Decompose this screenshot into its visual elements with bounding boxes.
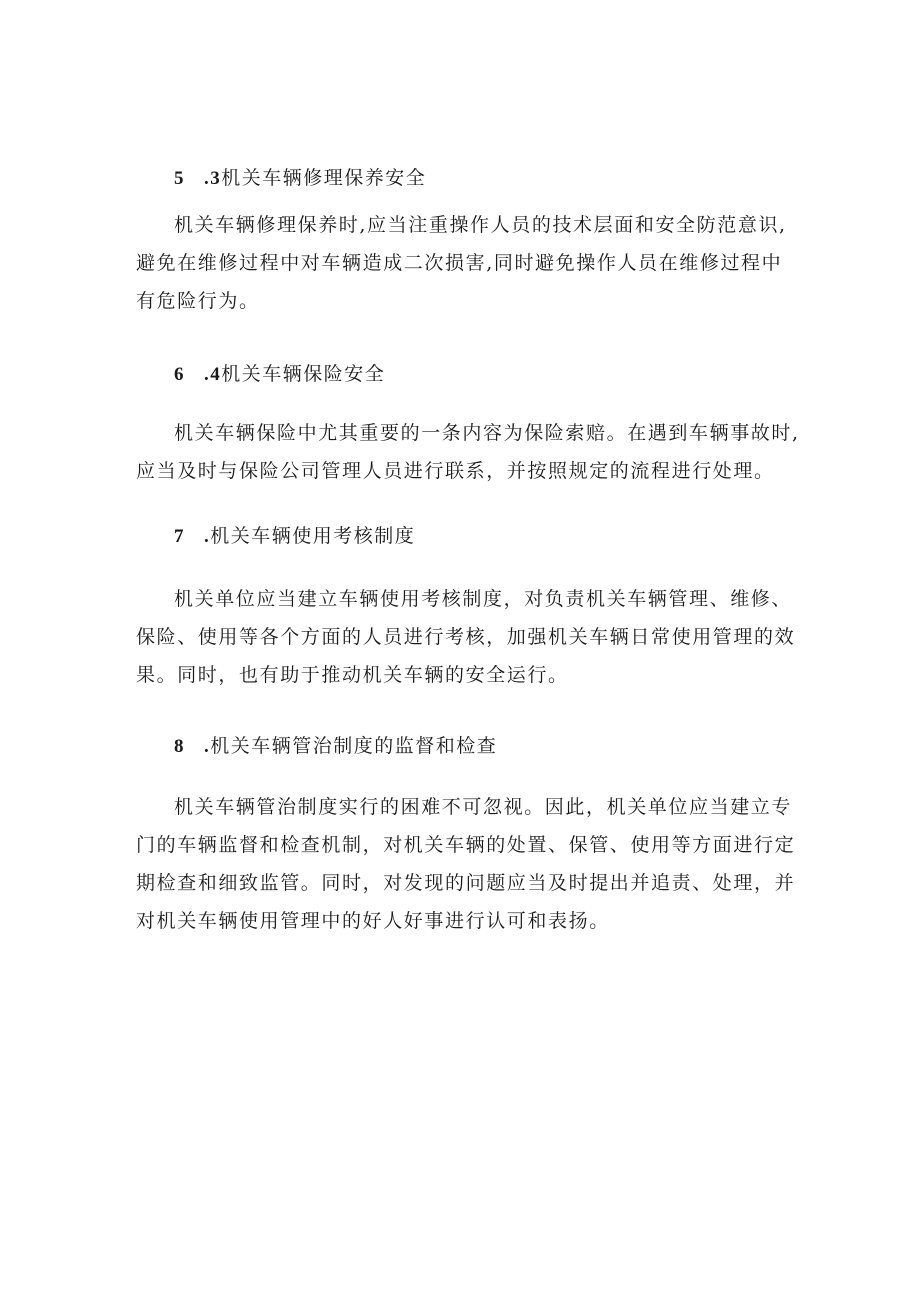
paragraph-line: 对机关车辆使用管理中的好人好事进行认可和表扬。 bbox=[136, 910, 610, 932]
paragraph-line: 机关车辆修理保养时,应当注重操作人员的技术层面和安全防范意识, bbox=[174, 214, 787, 236]
section-subnumber: .3 bbox=[204, 168, 222, 189]
paragraph-line: 机关单位应当建立车辆使用考核制度，对负责机关车辆管理、维修、 bbox=[174, 588, 793, 610]
section-heading-7 bbox=[174, 524, 415, 549]
paragraph-line: 门的车辆监督和检查机制，对机关车辆的处置、保管、使用等方面进行定 bbox=[136, 834, 796, 856]
paragraph-line: 保险、使用等各个方面的人员进行考核，加强机关车辆日常使用管理的效 bbox=[136, 626, 796, 648]
paragraph-line: 期检查和细致监管。同时，对发现的问题应当及时提出并追责、处理，并 bbox=[136, 872, 796, 894]
section-title: 机关车辆保险安全 bbox=[221, 363, 386, 385]
section-title: 机关车辆使用考核制度 bbox=[210, 525, 416, 547]
section-subnumber: .4 bbox=[204, 364, 222, 385]
section-heading-5-3 bbox=[174, 166, 426, 191]
paragraph-line: 机关车辆保险中尤其重要的一条内容为保险索赔。在遇到车辆事故时, bbox=[174, 422, 800, 444]
section-paragraph-6-4 bbox=[136, 414, 800, 490]
section-number: 8 bbox=[174, 736, 185, 757]
section-paragraph-7 bbox=[136, 580, 796, 694]
paragraph-line: 避免在维修过程中对车辆造成二次损害,同时避免操作人员在维修过程中 bbox=[136, 252, 783, 274]
section-title: 机关车辆管治制度的监督和检查 bbox=[210, 735, 498, 757]
section-number: 6 bbox=[174, 364, 185, 385]
section-title: 机关车辆修理保养安全 bbox=[221, 167, 427, 189]
paragraph-line: 果。同时，也有助于推动机关车辆的安全运行。 bbox=[136, 664, 569, 686]
paragraph-line: 机关车辆管治制度实行的困难不可忽视。因此，机关单位应当建立专 bbox=[174, 796, 793, 818]
section-heading-8 bbox=[174, 734, 497, 759]
section-paragraph-5-3 bbox=[136, 206, 787, 320]
section-heading-6-4 bbox=[174, 362, 385, 387]
paragraph-line: 有危险行为。 bbox=[136, 290, 260, 312]
section-paragraph-8 bbox=[136, 788, 796, 940]
section-number: 5 bbox=[174, 168, 185, 189]
paragraph-line: 应当及时与保险公司管理人员进行联系，并按照规定的流程进行处理。 bbox=[136, 460, 775, 482]
section-subnumber: . bbox=[204, 526, 211, 547]
section-number: 7 bbox=[174, 526, 185, 547]
section-subnumber: . bbox=[204, 736, 211, 757]
